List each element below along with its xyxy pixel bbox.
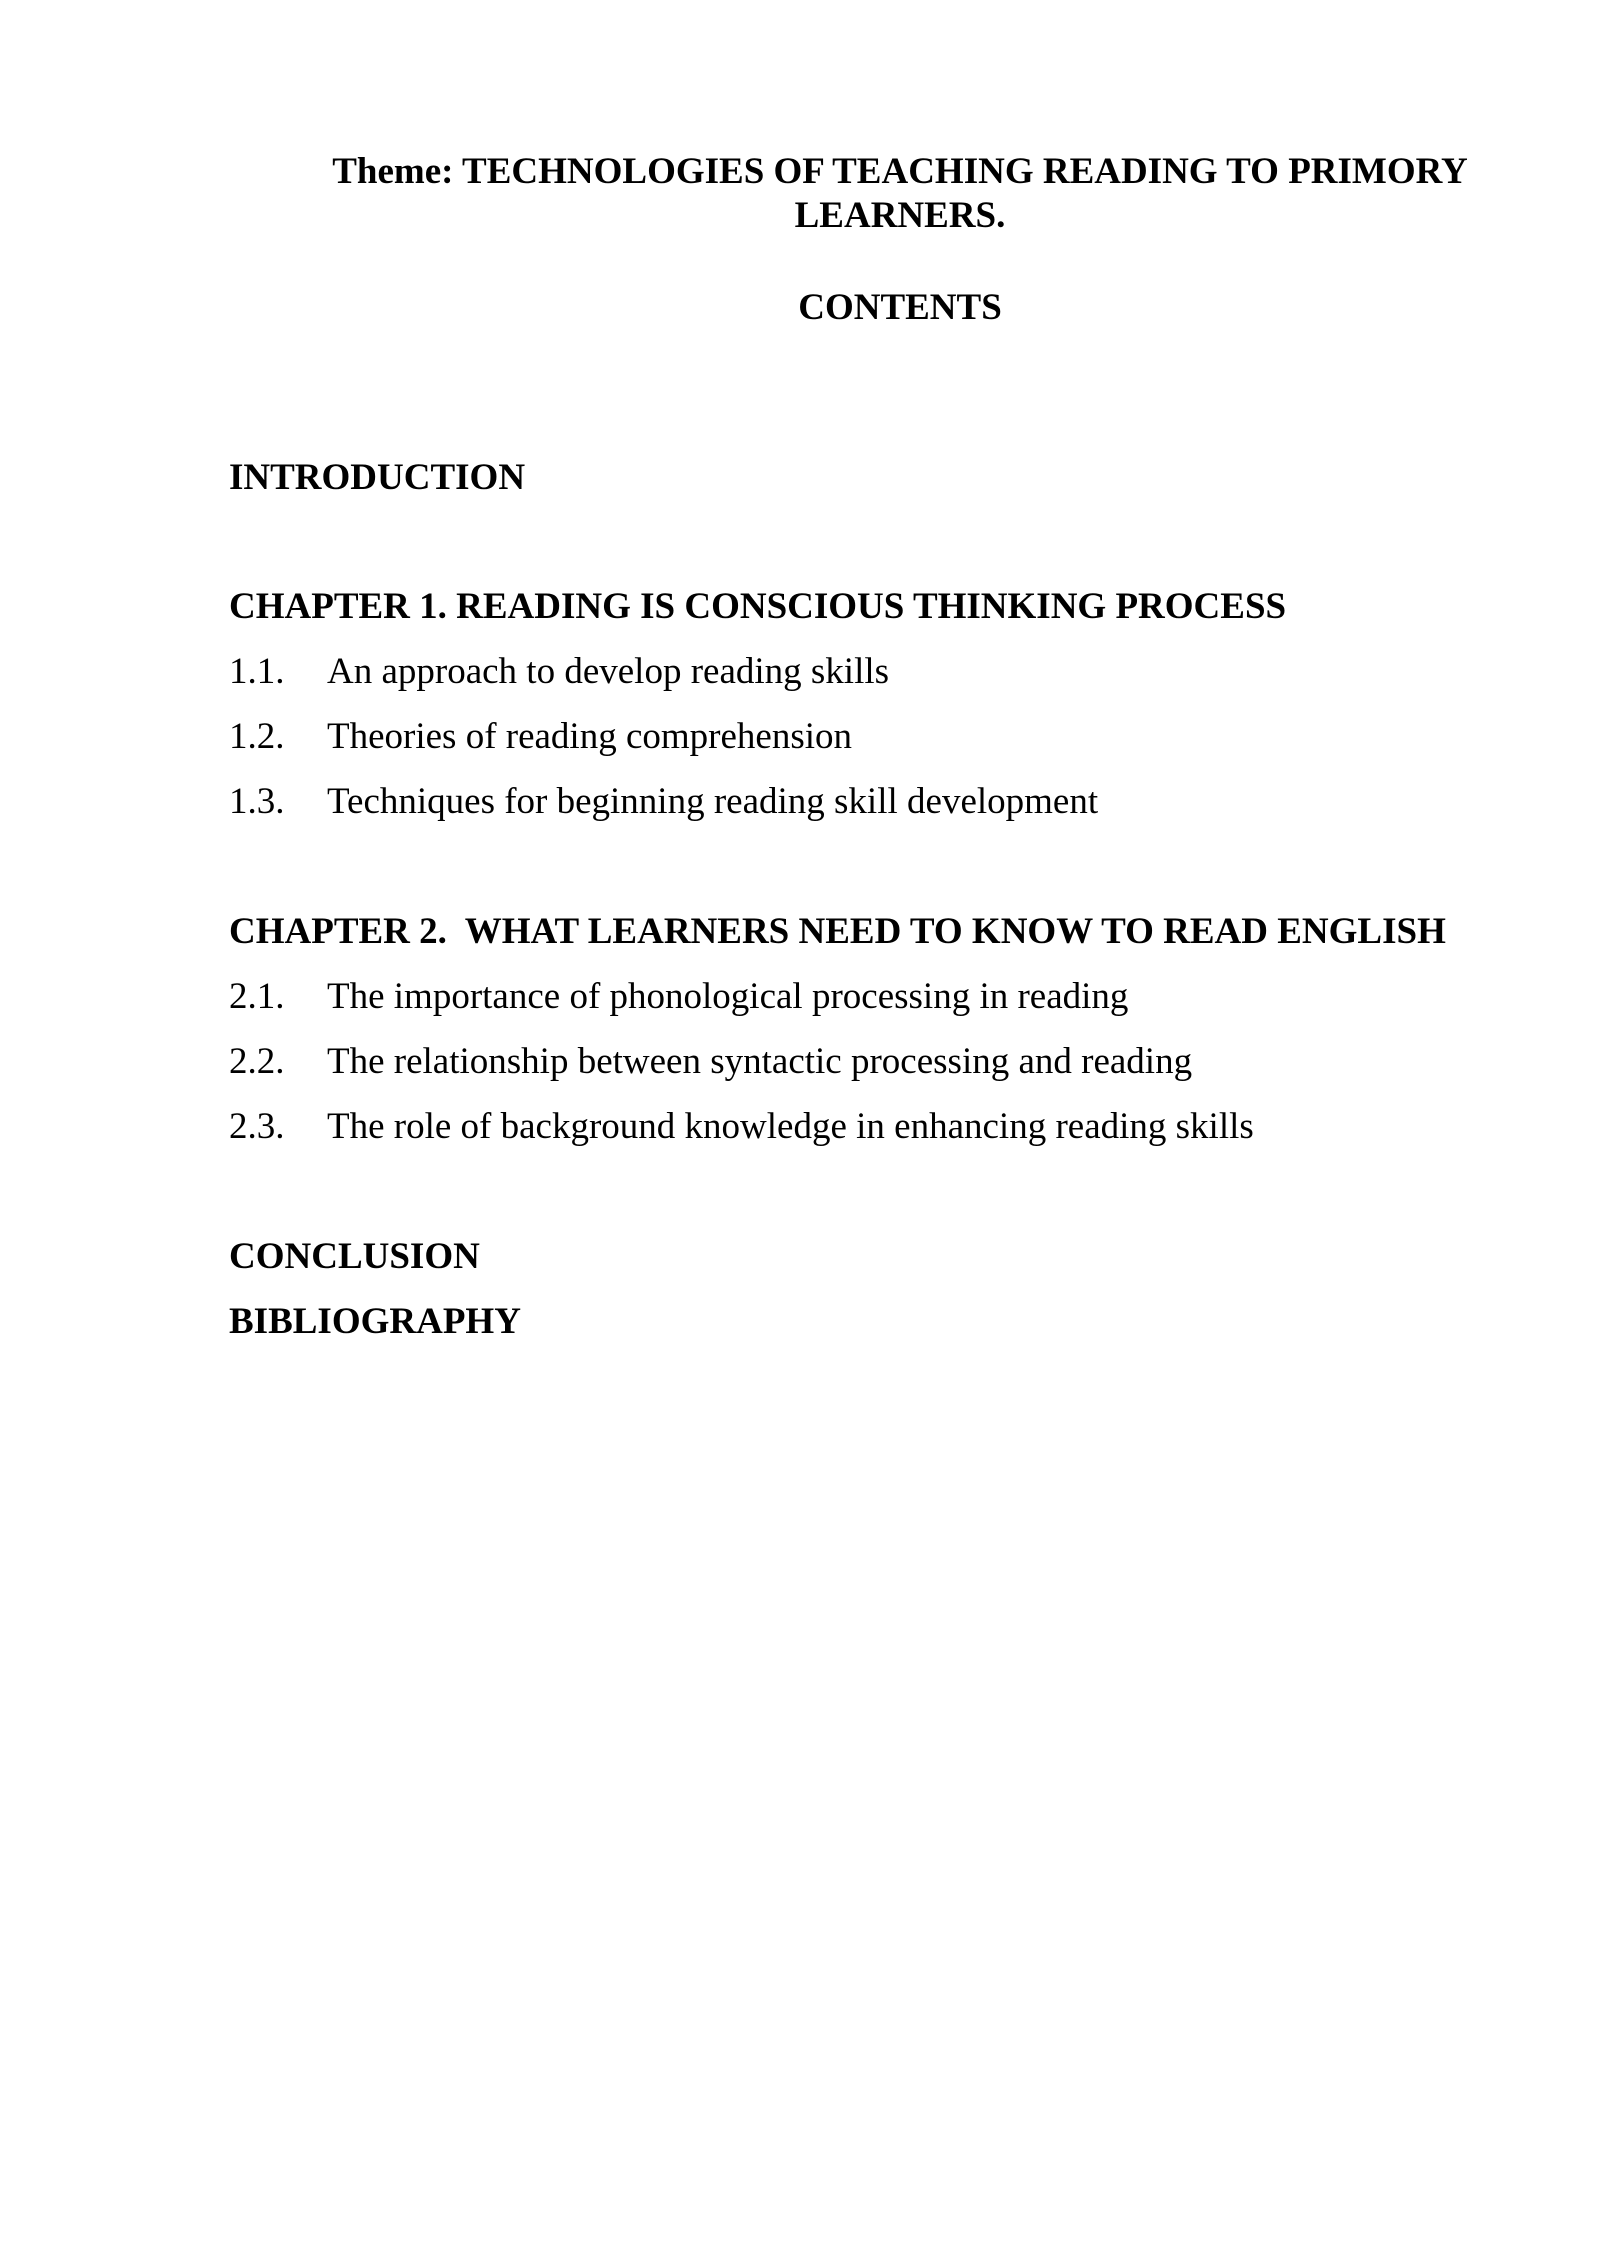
toc-item-text: Techniques for beginning reading skill development <box>327 781 1099 822</box>
toc-item-number: 2.1. <box>229 976 285 1017</box>
toc-item-text: Theories of reading comprehension <box>327 716 853 757</box>
toc-conclusion: CONCLUSION <box>229 1236 480 1277</box>
toc-item <box>229 780 1098 824</box>
toc-item-number: 2.2. <box>229 1041 285 1082</box>
toc-item <box>229 1040 1192 1084</box>
document-theme-title: Theme: TECHNOLOGIES OF TEACHING READING TO PRIMORY LEARNERS. <box>332 151 1468 236</box>
toc-item <box>229 650 889 694</box>
toc-item-text: The relationship between syntactic processing and reading <box>327 1041 1193 1082</box>
toc-item-number: 2.3. <box>229 1106 285 1147</box>
toc-item <box>229 975 1128 1019</box>
toc-item <box>229 715 852 759</box>
toc-item-text: The role of background knowledge in enhancing reading skills <box>327 1106 1254 1147</box>
toc-item <box>229 1105 1254 1149</box>
contents-heading: CONTENTS <box>798 287 1002 328</box>
toc-introduction: INTRODUCTION <box>229 457 526 498</box>
toc-bibliography: BIBLIOGRAPHY <box>229 1301 521 1342</box>
toc-chapter-2-title: CHAPTER 2. WHAT LEARNERS NEED TO KNOW TO READ ENGLISH <box>229 911 1446 952</box>
toc-item-number: 1.2. <box>229 716 285 757</box>
toc-item-text: The importance of phonological processing in reading <box>327 976 1129 1017</box>
toc-item-number: 1.1. <box>229 651 285 692</box>
toc-item-number: 1.3. <box>229 781 285 822</box>
toc-item-text: An approach to develop reading skills <box>327 651 890 692</box>
toc-chapter-1-title: CHAPTER 1. READING IS CONSCIOUS THINKING PROCESS <box>229 586 1287 627</box>
